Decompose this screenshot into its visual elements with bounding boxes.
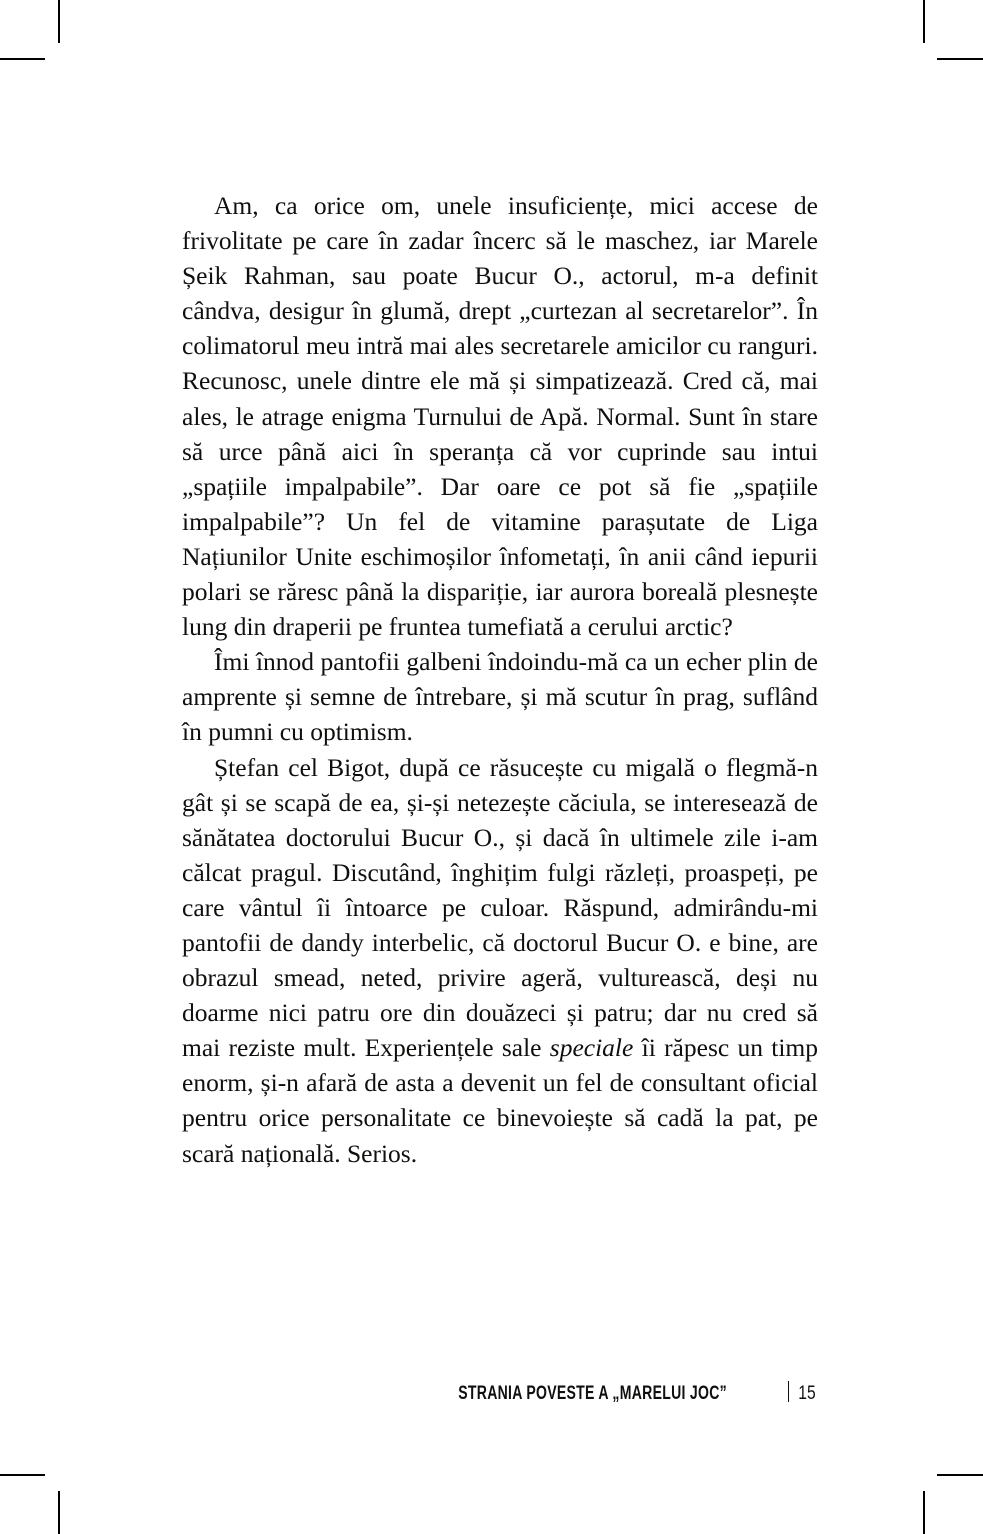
crop-mark-top-right-horizontal: [937, 58, 983, 60]
paragraph-3-text-before-italic: Ștefan cel Bigot, după ce răsucește cu migală o flegmă-n gât și se scapă de ea, și-și netezește căciula, se interesează de sănătatea doctorului Bucur O., și dacă în ultimele zile i-am călcat pragul. Discutând, înghițim fulgi răzleți, proaspeți, pe care vântul îi întoarce pe culoar. Răspund, admirându-mi pantofii de dandy interbelic, că doctorul Bucur O. e bine, are obrazul smead, neted, privire ageră, vulturească, deși nu doarme nici patru ore din douăzeci și patru; dar nu cred să mai reziste mult. Experiențele sale: [182, 752, 818, 1063]
running-title: STRANIA POVESTE A „MARELUI JOC”: [457, 1382, 727, 1404]
crop-mark-top-left-vertical: [58, 0, 60, 43]
crop-mark-top-left-horizontal: [0, 58, 45, 60]
crop-mark-bottom-right-horizontal: [937, 1474, 983, 1476]
body-paragraph-1: Am, ca orice om, unele insuficiențe, mici accese de frivolitate pe care în zadar încerc să le maschez, iar Marele Șeik Rahman, sau poate Bucur O., actorul, m-a definit cândva, desigur în glumă, drept „curtezan al secretarelor”. În colimatorul meu intră mai ales secretarele amicilor cu ranguri. Recunosc, unele dintre ele mă și simpatizează. Cred că, mai ales, le atrage enigma Turnului de Apă. Normal. Sunt în stare să urce până aici în speranța că vor cuprinde sau intui „spațiile impalpabile”. Dar oare ce pot să fie „spațiile impalpabile”? Un fel de vitamine parașutate de Liga Națiunilor Unite eschimoșilor înfometați, în anii când iepurii polari se răresc până la dispariție, iar aurora boreală plesnește lung din draperii pe fruntea tumefiată a cerului arctic?: [182, 191, 818, 642]
crop-mark-bottom-left-horizontal: [0, 1474, 45, 1476]
page-number: 15: [798, 1382, 816, 1404]
crop-mark-bottom-left-vertical: [58, 1491, 60, 1534]
page-footer: [182, 1378, 818, 1405]
footer-separator-rule: [788, 1381, 789, 1402]
paragraph-3-text-after-italic: îi răpesc un timp enorm, și-n afară de asta a devenit un fel de consultant oficial pentru orice personalitate ce binevoiește să cadă la pat, pe scară națională. Serios.: [182, 1033, 818, 1168]
body-text-column: [182, 188, 818, 1171]
crop-mark-top-right-vertical: [923, 0, 925, 43]
emphasis-speciale: speciale: [549, 1033, 634, 1063]
body-paragraph-2: Îmi înnod pantofii galbeni îndoindu-mă ca un echer plin de amprente și semne de întrebare, și mă scutur în prag, suflând în pumni cu optimism.: [182, 647, 818, 747]
body-paragraph-3: [182, 750, 818, 1171]
crop-mark-bottom-right-vertical: [923, 1491, 925, 1534]
